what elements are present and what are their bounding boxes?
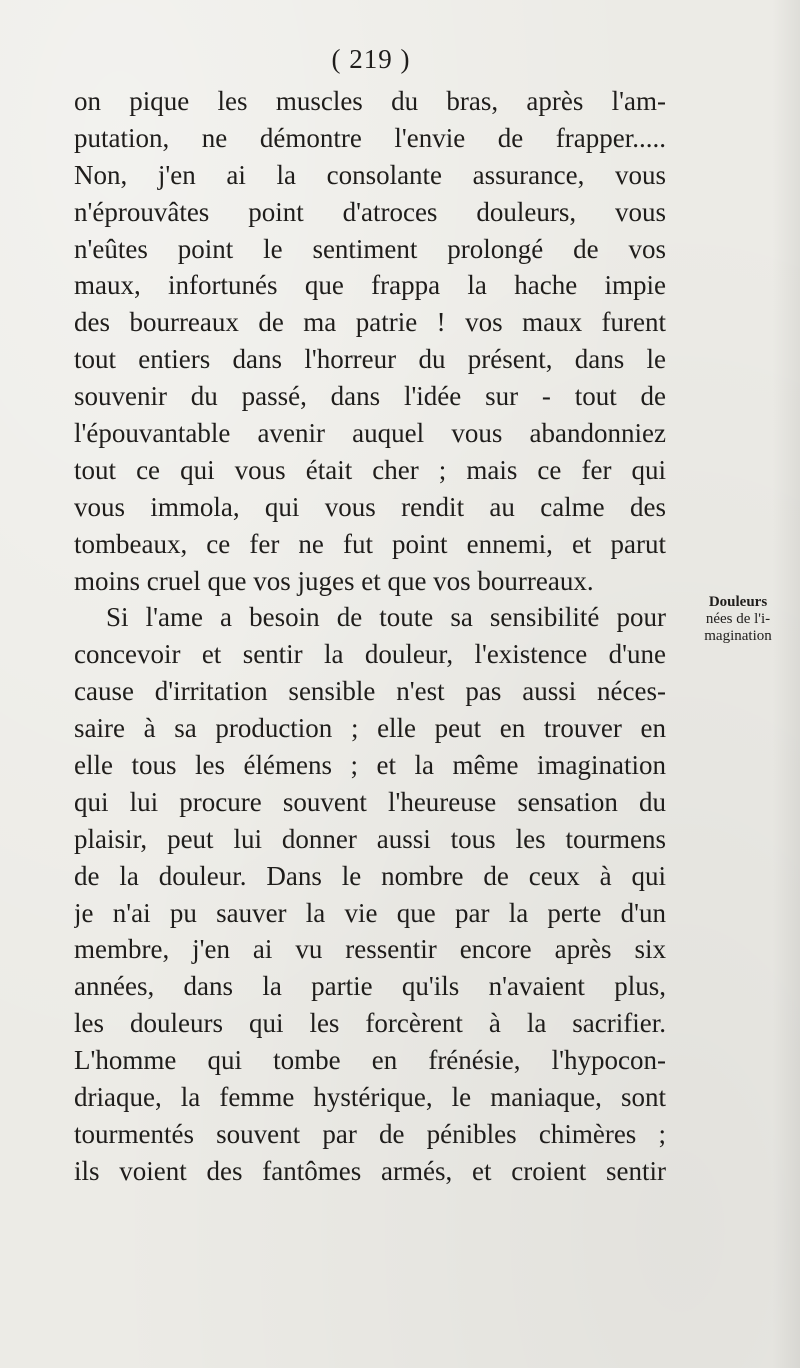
text-line: souvenir du passé, dans l'idée sur - tout de	[74, 381, 666, 412]
text-line: n'éprouvâtes point d'atroces douleurs, vous	[74, 196, 666, 227]
text-line: moins cruel que vos juges et que vos bourreaux.	[74, 565, 594, 596]
text-line: ils voient des fantômes armés, et croient sentir	[74, 1155, 666, 1186]
text-line: elle tous les élémens ; et la même imagination	[74, 750, 666, 781]
text-line: on pique les muscles du bras, après l'am-	[74, 86, 666, 116]
page-edge-shadow	[772, 0, 800, 1368]
text-line: tout entiers dans l'horreur du présent, dans le	[74, 344, 666, 375]
text-line: je n'ai pu sauver la vie que par la perte d'un	[74, 897, 666, 928]
text-line: Si l'ame a besoin de toute sa sensibilité pour	[106, 602, 666, 633]
margin-note	[682, 594, 794, 645]
text-line: tout ce qui vous était cher ; mais ce fer qui	[74, 454, 666, 485]
text-line: l'épouvantable avenir auquel vous abandonniez	[74, 418, 666, 449]
text-line: des bourreaux de ma patrie ! vos maux furent	[74, 307, 666, 338]
text-line: putation, ne démontre l'envie de frapper.....	[74, 122, 666, 153]
text-line: qui lui procure souvent l'heureuse sensation du	[74, 786, 666, 817]
margin-note-line: Douleurs	[708, 594, 768, 610]
text-line: plaisir, peut lui donner aussi tous les tourmens	[74, 823, 666, 854]
text-line: driaque, la femme hystérique, le maniaque, sont	[74, 1082, 666, 1113]
text-line: tourmentés souvent par de pénibles chimères ;	[74, 1118, 666, 1149]
text-line: concevoir et sentir la douleur, l'existence d'une	[74, 639, 666, 670]
text-line: membre, j'en ai vu ressentir encore après six	[74, 934, 666, 965]
text-line: de la douleur. Dans le nombre de ceux à qui	[74, 860, 666, 891]
text-line: cause d'irritation sensible n'est pas aussi néces-	[74, 676, 666, 707]
text-line: Non, j'en ai la consolante assurance, vous	[74, 159, 666, 190]
text-line: L'homme qui tombe en frénésie, l'hypocon-	[74, 1045, 666, 1076]
text-line: maux, infortunés que frappa la hache impie	[74, 270, 666, 301]
text-line: vous immola, qui vous rendit au calme des	[74, 491, 666, 522]
text-line: les douleurs qui les forcèrent à la sacrifier.	[74, 1008, 666, 1039]
body-text	[74, 83, 666, 1190]
margin-note-line: nées de l'i-	[705, 611, 771, 627]
text-line: années, dans la partie qu'ils n'avaient plus,	[74, 971, 666, 1002]
text-line: saire à sa production ; elle peut en trouver en	[74, 713, 666, 744]
page-number: ( 219 )	[331, 44, 411, 74]
text-line: tombeaux, ce fer ne fut point ennemi, et parut	[74, 528, 666, 559]
text-line: n'eûtes point le sentiment prolongé de vos	[74, 233, 666, 264]
margin-note-line: magination	[704, 628, 772, 644]
